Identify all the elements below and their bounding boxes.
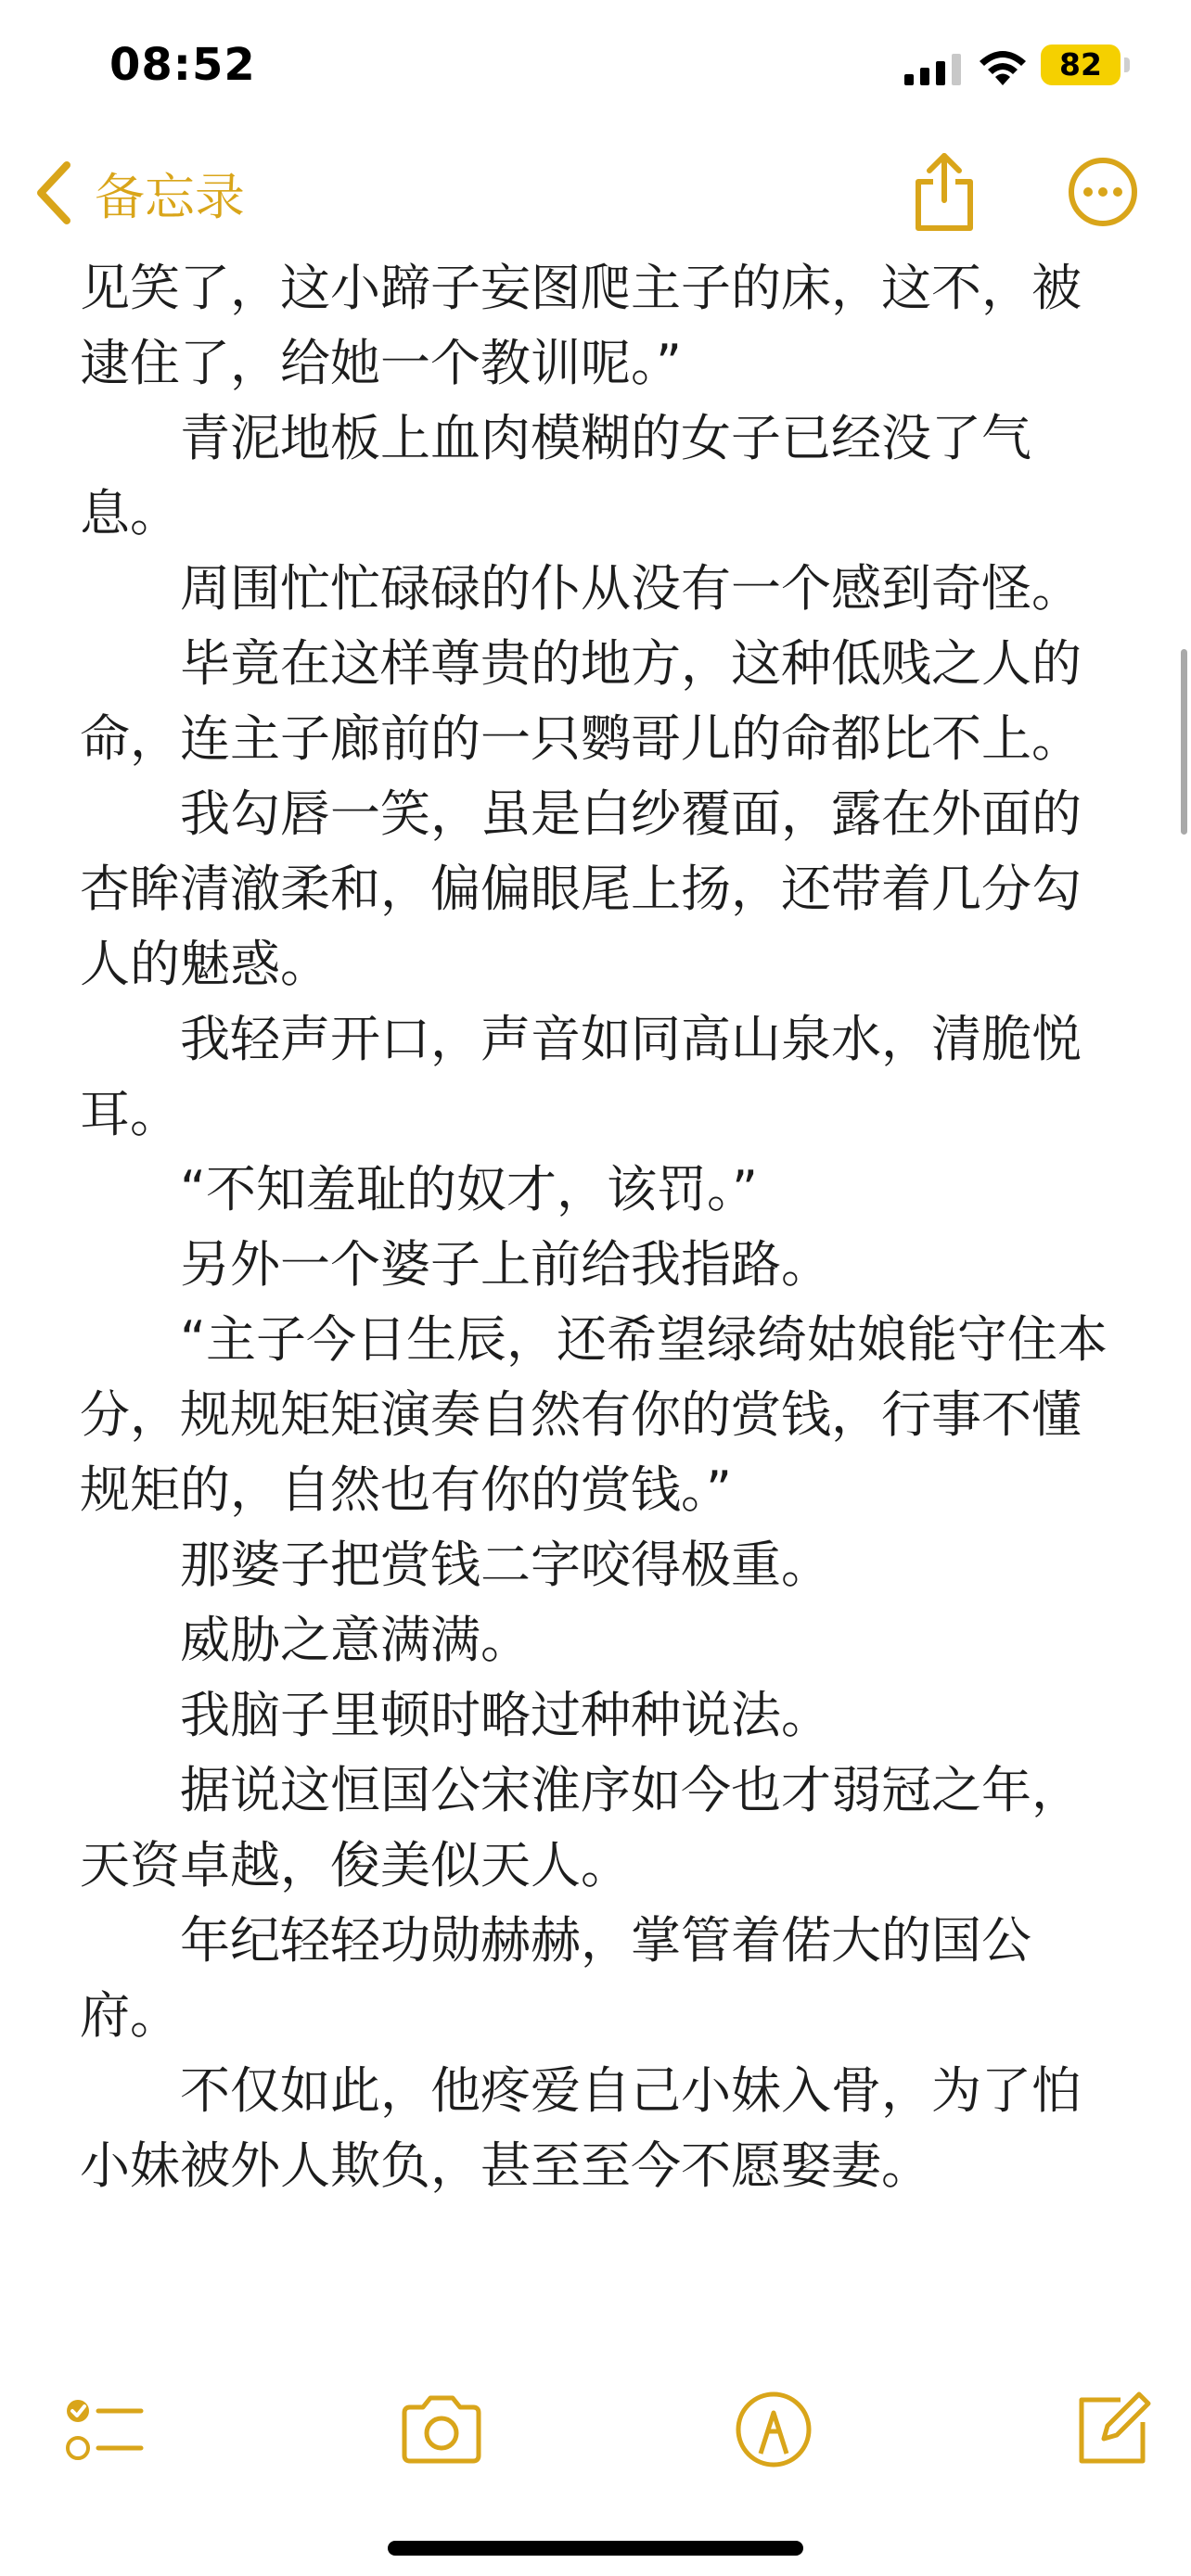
note-paragraph: 周围忙忙碌碌的仆从没有一个感到奇怪。 <box>180 559 1082 618</box>
note-paragraph: 年纪轻轻功勋赫赫，掌管着偌大的国公府。 <box>80 1911 1031 2045</box>
battery-level: 82 <box>1041 45 1121 85</box>
wifi-icon <box>976 48 1030 87</box>
home-indicator[interactable] <box>388 2541 803 2556</box>
note-paragraph: 毕竟在这样尊贵的地方，这种低贱之人的命，连主子廊前的一只鹦哥儿的命都比不上。 <box>80 634 1082 768</box>
note-paragraph: 青泥地板上血肉模糊的女子已经没了气息。 <box>80 409 1031 542</box>
share-icon[interactable] <box>907 150 981 234</box>
compose-icon[interactable] <box>1065 2383 1158 2476</box>
navigation-bar <box>0 139 1191 250</box>
note-paragraph: “主子今日生辰，还希望绿绮姑娘能守住本分，规规矩矩演奏自然有你的赏钱，行事不懂规矩的，自然也有你的赏钱。” <box>80 1310 1108 1519</box>
note-paragraph: “不知羞耻的奴才，该罚。” <box>180 1160 758 1218</box>
note-paragraph: 我脑子里顿时略过种种说法。 <box>180 1686 831 1744</box>
markup-pen-icon[interactable] <box>727 2383 820 2476</box>
note-paragraph: 另外一个婆子上前给我指路。 <box>180 1235 831 1294</box>
checklist-icon[interactable] <box>58 2383 150 2476</box>
note-body[interactable] <box>80 250 1128 2203</box>
bottom-toolbar <box>0 2383 1191 2485</box>
back-label: 备忘录 <box>95 167 245 226</box>
note-paragraph: 见笑了，这小蹄子妄图爬主子的床，这不，被逮住了，给她一个教训呢。” <box>80 259 1082 392</box>
note-paragraph: 我勾唇一笑，虽是白纱覆面，露在外面的杏眸清澈柔和，偏偏眼尾上扬，还带着几分勾人的魅惑。 <box>80 784 1082 993</box>
ellipsis-circle-icon[interactable] <box>1067 156 1139 228</box>
camera-icon[interactable] <box>395 2383 488 2476</box>
note-paragraph: 那婆子把赏钱二字咬得极重。 <box>180 1536 831 1594</box>
note-paragraph: 威胁之意满满。 <box>180 1611 531 1669</box>
status-time: 08:52 <box>109 39 256 91</box>
note-paragraph: 我轻声开口，声音如同高山泉水，清脆悦耳。 <box>80 1010 1082 1143</box>
battery-tip <box>1124 57 1130 72</box>
cellular-signal-icon <box>904 54 961 85</box>
status-bar <box>0 0 1191 139</box>
note-paragraph: 据说这恒国公宋淮序如今也才弱冠之年，天资卓越，俊美似天人。 <box>80 1761 1082 1894</box>
chevron-left-icon <box>33 159 74 226</box>
back-button[interactable] <box>33 158 245 228</box>
note-paragraph: 不仅如此，他疼爱自己小妹入骨，为了怕小妹被外人欺负，甚至至今不愿娶妻。 <box>80 2061 1082 2195</box>
scroll-indicator[interactable] <box>1181 649 1187 835</box>
